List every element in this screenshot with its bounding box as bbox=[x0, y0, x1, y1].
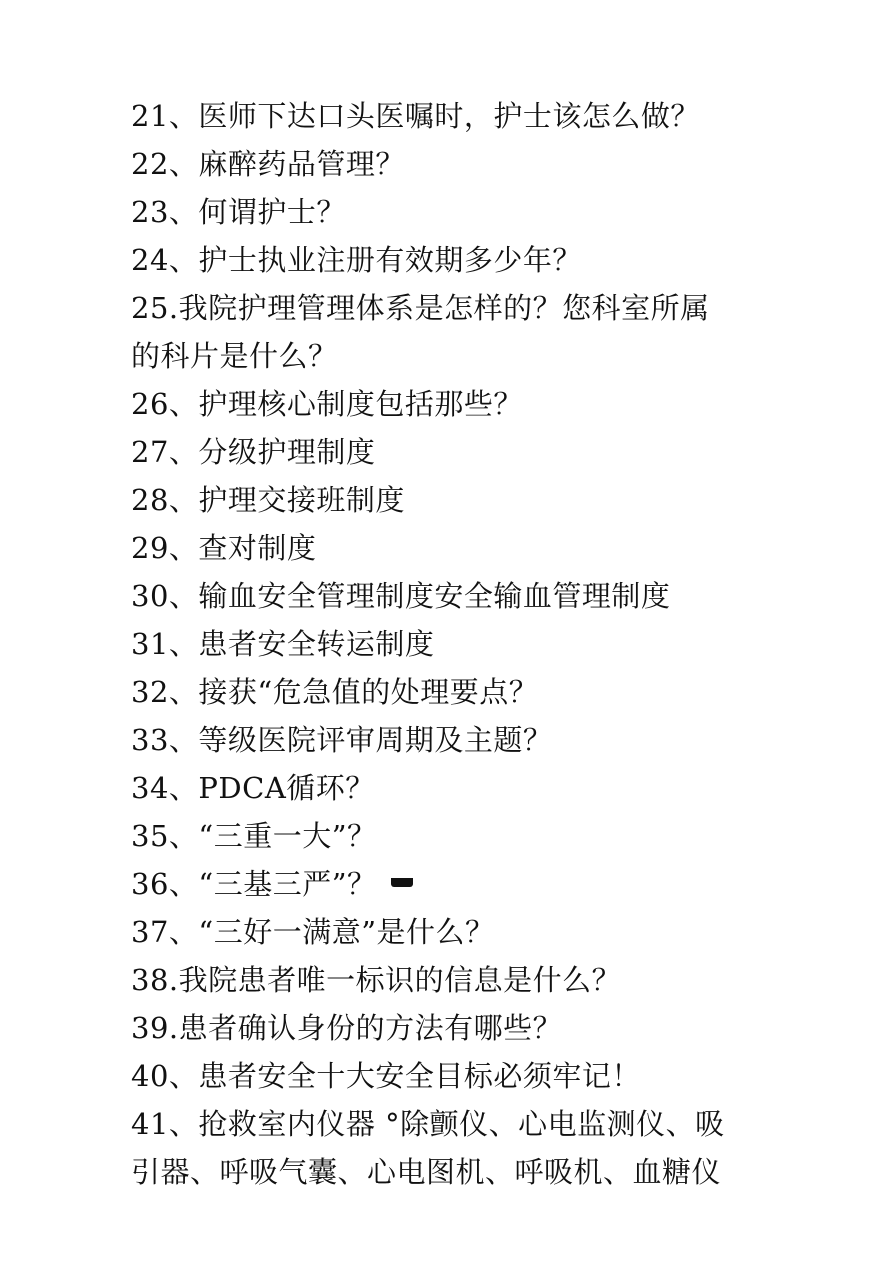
text-line-23: 23、何谓护士？ bbox=[131, 195, 346, 229]
text-line-21: 21、医师下达口头医嘱时，护士该怎么做？ bbox=[131, 99, 700, 133]
text-line-41: 41、抢救室内仪器 °除颤仪、心电监测仪、吸 bbox=[131, 1107, 725, 1141]
text-line-29: 29、查对制度 bbox=[131, 531, 317, 565]
text-line-34: 34、PDCA循环？ bbox=[131, 771, 375, 805]
text-line-25: 25.我院护理管理体系是怎样的？您科室所属 bbox=[131, 291, 710, 325]
ink-mark bbox=[391, 878, 413, 887]
text-line-40: 40、患者安全十大安全目标必须牢记！ bbox=[131, 1059, 641, 1093]
text-line-35: 35、“三重一大”？ bbox=[131, 819, 377, 853]
text-line-36: 36、“三基三严”？ bbox=[131, 867, 377, 901]
text-line-33: 33、等级医院评审周期及主题？ bbox=[131, 723, 553, 757]
text-line-38: 38.我院患者唯一标识的信息是什么？ bbox=[131, 963, 622, 997]
text-line-36-row bbox=[131, 860, 791, 908]
text-line-32: 32、接获“危急值的处理要点？ bbox=[131, 675, 539, 709]
question-list bbox=[131, 92, 791, 1196]
text-line-41-continued: 引器、呼吸气囊、心电图机、呼吸机、血糖仪 bbox=[131, 1155, 722, 1189]
text-line-37: 37、“三好一满意”是什么？ bbox=[131, 915, 495, 949]
text-line-25-continued: 的科片是什么？ bbox=[131, 339, 338, 373]
text-line-27: 27、分级护理制度 bbox=[131, 435, 376, 469]
text-line-39: 39.患者确认身份的方法有哪些？ bbox=[131, 1011, 563, 1045]
text-line-28: 28、护理交接班制度 bbox=[131, 483, 405, 517]
text-line-24: 24、护士执业注册有效期多少年？ bbox=[131, 243, 582, 277]
text-line-26: 26、护理核心制度包括那些？ bbox=[131, 387, 523, 421]
text-line-31: 31、患者安全转运制度 bbox=[131, 627, 435, 661]
text-line-30: 30、输血安全管理制度安全输血管理制度 bbox=[131, 579, 671, 613]
text-line-22: 22、麻醉药品管理？ bbox=[131, 147, 405, 181]
